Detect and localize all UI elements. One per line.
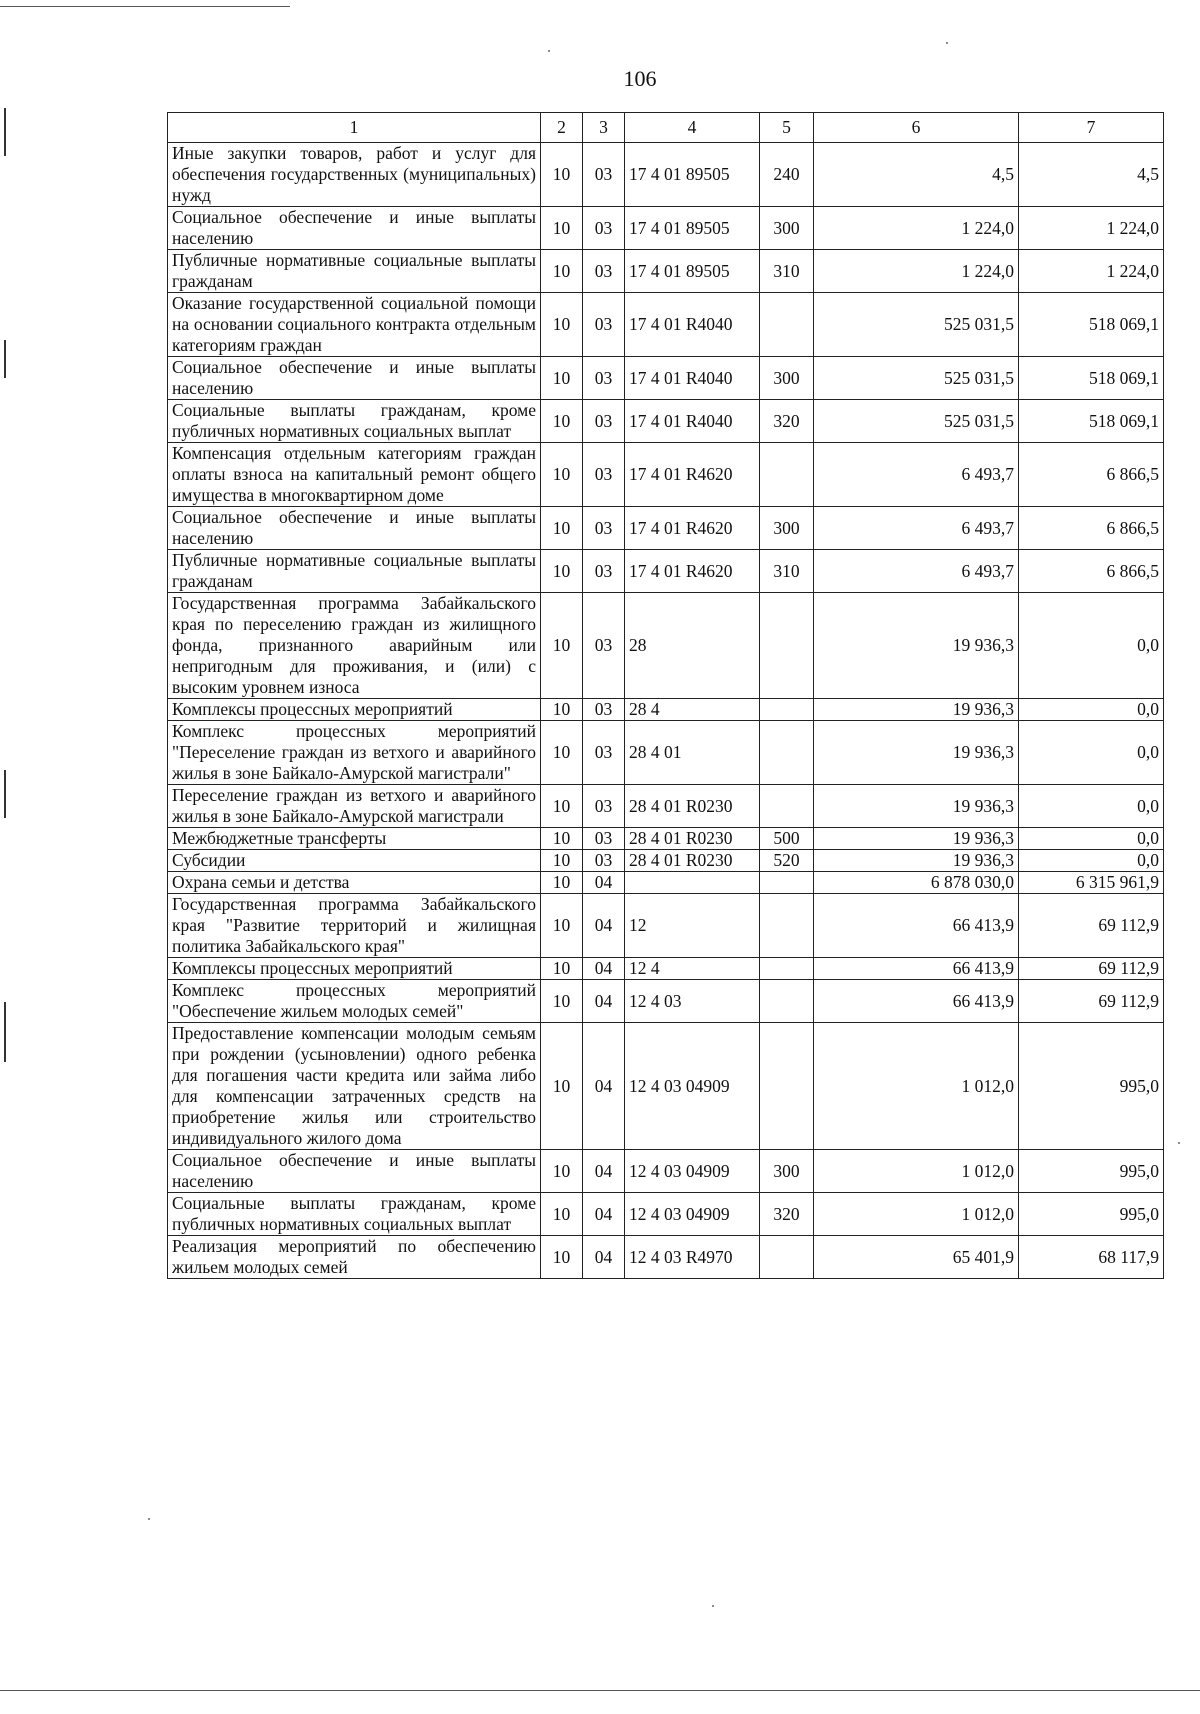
row-name: Комплексы процессных мероприятий: [168, 958, 541, 980]
row-amount-year1: 65 401,9: [814, 1236, 1019, 1279]
table-row: [168, 1236, 1164, 1279]
row-amount-year2: 0,0: [1019, 593, 1164, 699]
row-target-code: 17 4 01 R4040: [625, 357, 760, 400]
table-row: [168, 400, 1164, 443]
row-name: Комплекс процессных мероприятий "Переселение граждан из ветхого и аварийного жилья в зоне Байкало-Амурской магистрали": [168, 721, 541, 785]
row-subsection: 03: [583, 721, 625, 785]
row-amount-year1: 19 936,3: [814, 828, 1019, 850]
row-expense-type: [760, 872, 814, 894]
table-row: [168, 1023, 1164, 1150]
column-header: 3: [583, 113, 625, 143]
row-name: Компенсация отдельным категориям граждан оплаты взноса на капитальный ремонт общего имущества в многоквартирном доме: [168, 443, 541, 507]
table-row: [168, 699, 1164, 721]
row-amount-year2: 69 112,9: [1019, 894, 1164, 958]
table-row: [168, 1150, 1164, 1193]
row-amount-year2: 518 069,1: [1019, 293, 1164, 357]
row-name: Межбюджетные трансферты: [168, 828, 541, 850]
row-section: 10: [541, 593, 583, 699]
row-section: 10: [541, 894, 583, 958]
row-expense-type: 500: [760, 828, 814, 850]
row-subsection: 03: [583, 250, 625, 293]
row-target-code: 12 4 03 R4970: [625, 1236, 760, 1279]
row-amount-year1: 1 224,0: [814, 207, 1019, 250]
row-subsection: 03: [583, 357, 625, 400]
scan-line-top: [0, 6, 290, 7]
row-subsection: 03: [583, 785, 625, 828]
column-header: 5: [760, 113, 814, 143]
row-expense-type: [760, 980, 814, 1023]
scan-edge-mark: [4, 340, 6, 378]
scan-edge-mark: [4, 770, 6, 818]
row-expense-type: 300: [760, 507, 814, 550]
row-amount-year1: 19 936,3: [814, 699, 1019, 721]
row-subsection: 03: [583, 207, 625, 250]
row-name: Комплексы процессных мероприятий: [168, 699, 541, 721]
row-section: 10: [541, 1023, 583, 1150]
row-name: Комплекс процессных мероприятий "Обеспечение жильем молодых семей": [168, 980, 541, 1023]
row-subsection: 04: [583, 980, 625, 1023]
row-subsection: 03: [583, 507, 625, 550]
row-target-code: 28 4 01 R0230: [625, 785, 760, 828]
row-expense-type: [760, 593, 814, 699]
row-amount-year2: 995,0: [1019, 1150, 1164, 1193]
row-subsection: 03: [583, 828, 625, 850]
row-subsection: 03: [583, 699, 625, 721]
table-row: [168, 293, 1164, 357]
row-section: 10: [541, 400, 583, 443]
table-row: [168, 550, 1164, 593]
row-name: Субсидии: [168, 850, 541, 872]
row-section: 10: [541, 785, 583, 828]
row-subsection: 03: [583, 550, 625, 593]
row-amount-year1: 1 012,0: [814, 1150, 1019, 1193]
row-amount-year2: 518 069,1: [1019, 357, 1164, 400]
row-name: Социальные выплаты гражданам, кроме публичных нормативных социальных выплат: [168, 400, 541, 443]
row-expense-type: [760, 894, 814, 958]
row-subsection: 04: [583, 1193, 625, 1236]
table-row: [168, 785, 1164, 828]
row-name: Оказание государственной социальной помощи на основании социального контракта отдельным категориям граждан: [168, 293, 541, 357]
row-target-code: 17 4 01 R4620: [625, 443, 760, 507]
scan-speck: [1178, 1142, 1180, 1144]
row-target-code: 17 4 01 R4040: [625, 400, 760, 443]
row-amount-year1: 525 031,5: [814, 357, 1019, 400]
row-expense-type: [760, 443, 814, 507]
row-expense-type: 300: [760, 357, 814, 400]
row-target-code: 28 4: [625, 699, 760, 721]
table-row: [168, 507, 1164, 550]
row-amount-year2: 0,0: [1019, 828, 1164, 850]
row-amount-year1: 1 012,0: [814, 1193, 1019, 1236]
row-section: 10: [541, 1150, 583, 1193]
row-target-code: 17 4 01 R4620: [625, 550, 760, 593]
row-amount-year2: 4,5: [1019, 143, 1164, 207]
row-target-code: 28: [625, 593, 760, 699]
row-section: 10: [541, 1193, 583, 1236]
budget-table-wrapper: [167, 112, 1164, 1279]
row-amount-year2: 69 112,9: [1019, 980, 1164, 1023]
row-target-code: 17 4 01 89505: [625, 250, 760, 293]
row-target-code: 12 4 03 04909: [625, 1150, 760, 1193]
row-amount-year2: 995,0: [1019, 1193, 1164, 1236]
row-expense-type: 240: [760, 143, 814, 207]
row-subsection: 04: [583, 1150, 625, 1193]
row-target-code: 28 4 01 R0230: [625, 850, 760, 872]
row-amount-year2: 0,0: [1019, 850, 1164, 872]
row-target-code: 12 4 03 04909: [625, 1193, 760, 1236]
row-amount-year2: 6 315 961,9: [1019, 872, 1164, 894]
row-name: Охрана семьи и детства: [168, 872, 541, 894]
row-name: Социальное обеспечение и иные выплаты населению: [168, 357, 541, 400]
row-section: 10: [541, 550, 583, 593]
row-subsection: 04: [583, 1023, 625, 1150]
table-row: [168, 872, 1164, 894]
row-name: Государственная программа Забайкальского края "Развитие территорий и жилищная политика Забайкальского края": [168, 894, 541, 958]
row-section: 10: [541, 699, 583, 721]
row-name: Иные закупки товаров, работ и услуг для обеспечения государственных (муниципальных) нужд: [168, 143, 541, 207]
row-target-code: [625, 872, 760, 894]
row-amount-year2: 69 112,9: [1019, 958, 1164, 980]
row-target-code: 12: [625, 894, 760, 958]
row-expense-type: [760, 1236, 814, 1279]
row-amount-year2: 6 866,5: [1019, 443, 1164, 507]
row-name: Реализация мероприятий по обеспечению жильем молодых семей: [168, 1236, 541, 1279]
row-amount-year2: 995,0: [1019, 1023, 1164, 1150]
row-name: Предоставление компенсации молодым семьям при рождении (усыновлении) одного ребенка для погашения части кредита или займа либо для компенсации затраченных средств на приобретение жилья или строительство индивидуального жилого дома: [168, 1023, 541, 1150]
row-amount-year1: 525 031,5: [814, 293, 1019, 357]
column-header: 7: [1019, 113, 1164, 143]
row-section: 10: [541, 828, 583, 850]
row-subsection: 04: [583, 894, 625, 958]
row-expense-type: [760, 1023, 814, 1150]
row-amount-year1: 19 936,3: [814, 850, 1019, 872]
row-amount-year1: 1 224,0: [814, 250, 1019, 293]
row-name: Публичные нормативные социальные выплаты гражданам: [168, 550, 541, 593]
row-amount-year2: 6 866,5: [1019, 550, 1164, 593]
row-amount-year2: 0,0: [1019, 721, 1164, 785]
row-subsection: 03: [583, 293, 625, 357]
row-amount-year2: 0,0: [1019, 785, 1164, 828]
row-subsection: 03: [583, 850, 625, 872]
row-expense-type: 310: [760, 250, 814, 293]
row-expense-type: [760, 699, 814, 721]
row-section: 10: [541, 507, 583, 550]
row-amount-year2: 6 866,5: [1019, 507, 1164, 550]
row-target-code: 17 4 01 89505: [625, 143, 760, 207]
row-target-code: 28 4 01: [625, 721, 760, 785]
row-section: 10: [541, 1236, 583, 1279]
row-expense-type: [760, 721, 814, 785]
row-section: 10: [541, 143, 583, 207]
scan-edge-mark: [4, 108, 6, 156]
table-row: [168, 357, 1164, 400]
row-target-code: 28 4 01 R0230: [625, 828, 760, 850]
table-row: [168, 894, 1164, 958]
row-expense-type: 300: [760, 207, 814, 250]
row-section: 10: [541, 721, 583, 785]
row-amount-year2: 1 224,0: [1019, 207, 1164, 250]
row-expense-type: 300: [760, 1150, 814, 1193]
row-amount-year2: 518 069,1: [1019, 400, 1164, 443]
scan-speck: [946, 42, 948, 44]
row-amount-year1: 19 936,3: [814, 593, 1019, 699]
row-section: 10: [541, 850, 583, 872]
table-row: [168, 207, 1164, 250]
scan-edge-mark: [4, 1002, 6, 1062]
column-header: 4: [625, 113, 760, 143]
row-name: Публичные нормативные социальные выплаты гражданам: [168, 250, 541, 293]
table-row: [168, 850, 1164, 872]
table-row: [168, 721, 1164, 785]
row-amount-year2: 1 224,0: [1019, 250, 1164, 293]
row-amount-year1: 66 413,9: [814, 958, 1019, 980]
header-row: [168, 113, 1164, 143]
row-target-code: 12 4 03: [625, 980, 760, 1023]
row-amount-year1: 6 493,7: [814, 550, 1019, 593]
row-amount-year1: 19 936,3: [814, 785, 1019, 828]
row-name: Государственная программа Забайкальского края по переселению граждан из жилищного фонда, признанного аварийным или непригодным для проживания, и (или) с высоким уровнем износа: [168, 593, 541, 699]
row-amount-year1: 66 413,9: [814, 980, 1019, 1023]
scan-speck: [148, 1518, 150, 1520]
row-expense-type: [760, 293, 814, 357]
table-row: [168, 958, 1164, 980]
row-expense-type: [760, 958, 814, 980]
scan-speck: [712, 1605, 714, 1607]
table-row: [168, 593, 1164, 699]
table-row: [168, 250, 1164, 293]
row-section: 10: [541, 958, 583, 980]
row-subsection: 04: [583, 958, 625, 980]
table-row: [168, 980, 1164, 1023]
row-subsection: 03: [583, 593, 625, 699]
row-amount-year2: 68 117,9: [1019, 1236, 1164, 1279]
row-expense-type: 520: [760, 850, 814, 872]
scan-line-bottom: [0, 1690, 1200, 1691]
column-header: 6: [814, 113, 1019, 143]
row-name: Социальное обеспечение и иные выплаты населению: [168, 507, 541, 550]
row-amount-year1: 4,5: [814, 143, 1019, 207]
row-subsection: 04: [583, 1236, 625, 1279]
row-section: 10: [541, 293, 583, 357]
scan-speck: [548, 50, 550, 52]
row-section: 10: [541, 443, 583, 507]
row-subsection: 03: [583, 400, 625, 443]
row-name: Социальное обеспечение и иные выплаты населению: [168, 1150, 541, 1193]
column-header: 1: [168, 113, 541, 143]
table-row: [168, 828, 1164, 850]
row-amount-year1: 6 493,7: [814, 507, 1019, 550]
table-row: [168, 443, 1164, 507]
row-expense-type: 310: [760, 550, 814, 593]
row-subsection: 03: [583, 143, 625, 207]
budget-table: [167, 112, 1164, 1279]
row-subsection: 03: [583, 443, 625, 507]
row-target-code: 12 4: [625, 958, 760, 980]
row-amount-year1: 6 493,7: [814, 443, 1019, 507]
column-header: 2: [541, 113, 583, 143]
row-section: 10: [541, 980, 583, 1023]
row-amount-year1: 1 012,0: [814, 1023, 1019, 1150]
table-row: [168, 143, 1164, 207]
page-number: 106: [623, 66, 657, 91]
row-name: Социальное обеспечение и иные выплаты населению: [168, 207, 541, 250]
row-expense-type: [760, 785, 814, 828]
row-subsection: 04: [583, 872, 625, 894]
row-section: 10: [541, 250, 583, 293]
table-row: [168, 1193, 1164, 1236]
row-target-code: 17 4 01 R4620: [625, 507, 760, 550]
row-target-code: 17 4 01 R4040: [625, 293, 760, 357]
row-expense-type: 320: [760, 400, 814, 443]
row-section: 10: [541, 207, 583, 250]
row-name: Переселение граждан из ветхого и аварийного жилья в зоне Байкало-Амурской магистрали: [168, 785, 541, 828]
row-target-code: 17 4 01 89505: [625, 207, 760, 250]
row-target-code: 12 4 03 04909: [625, 1023, 760, 1150]
row-amount-year1: 6 878 030,0: [814, 872, 1019, 894]
row-section: 10: [541, 357, 583, 400]
row-section: 10: [541, 872, 583, 894]
row-amount-year1: 66 413,9: [814, 894, 1019, 958]
row-amount-year1: 19 936,3: [814, 721, 1019, 785]
table-body: [168, 143, 1164, 1279]
row-amount-year2: 0,0: [1019, 699, 1164, 721]
row-name: Социальные выплаты гражданам, кроме публичных нормативных социальных выплат: [168, 1193, 541, 1236]
row-expense-type: 320: [760, 1193, 814, 1236]
row-amount-year1: 525 031,5: [814, 400, 1019, 443]
